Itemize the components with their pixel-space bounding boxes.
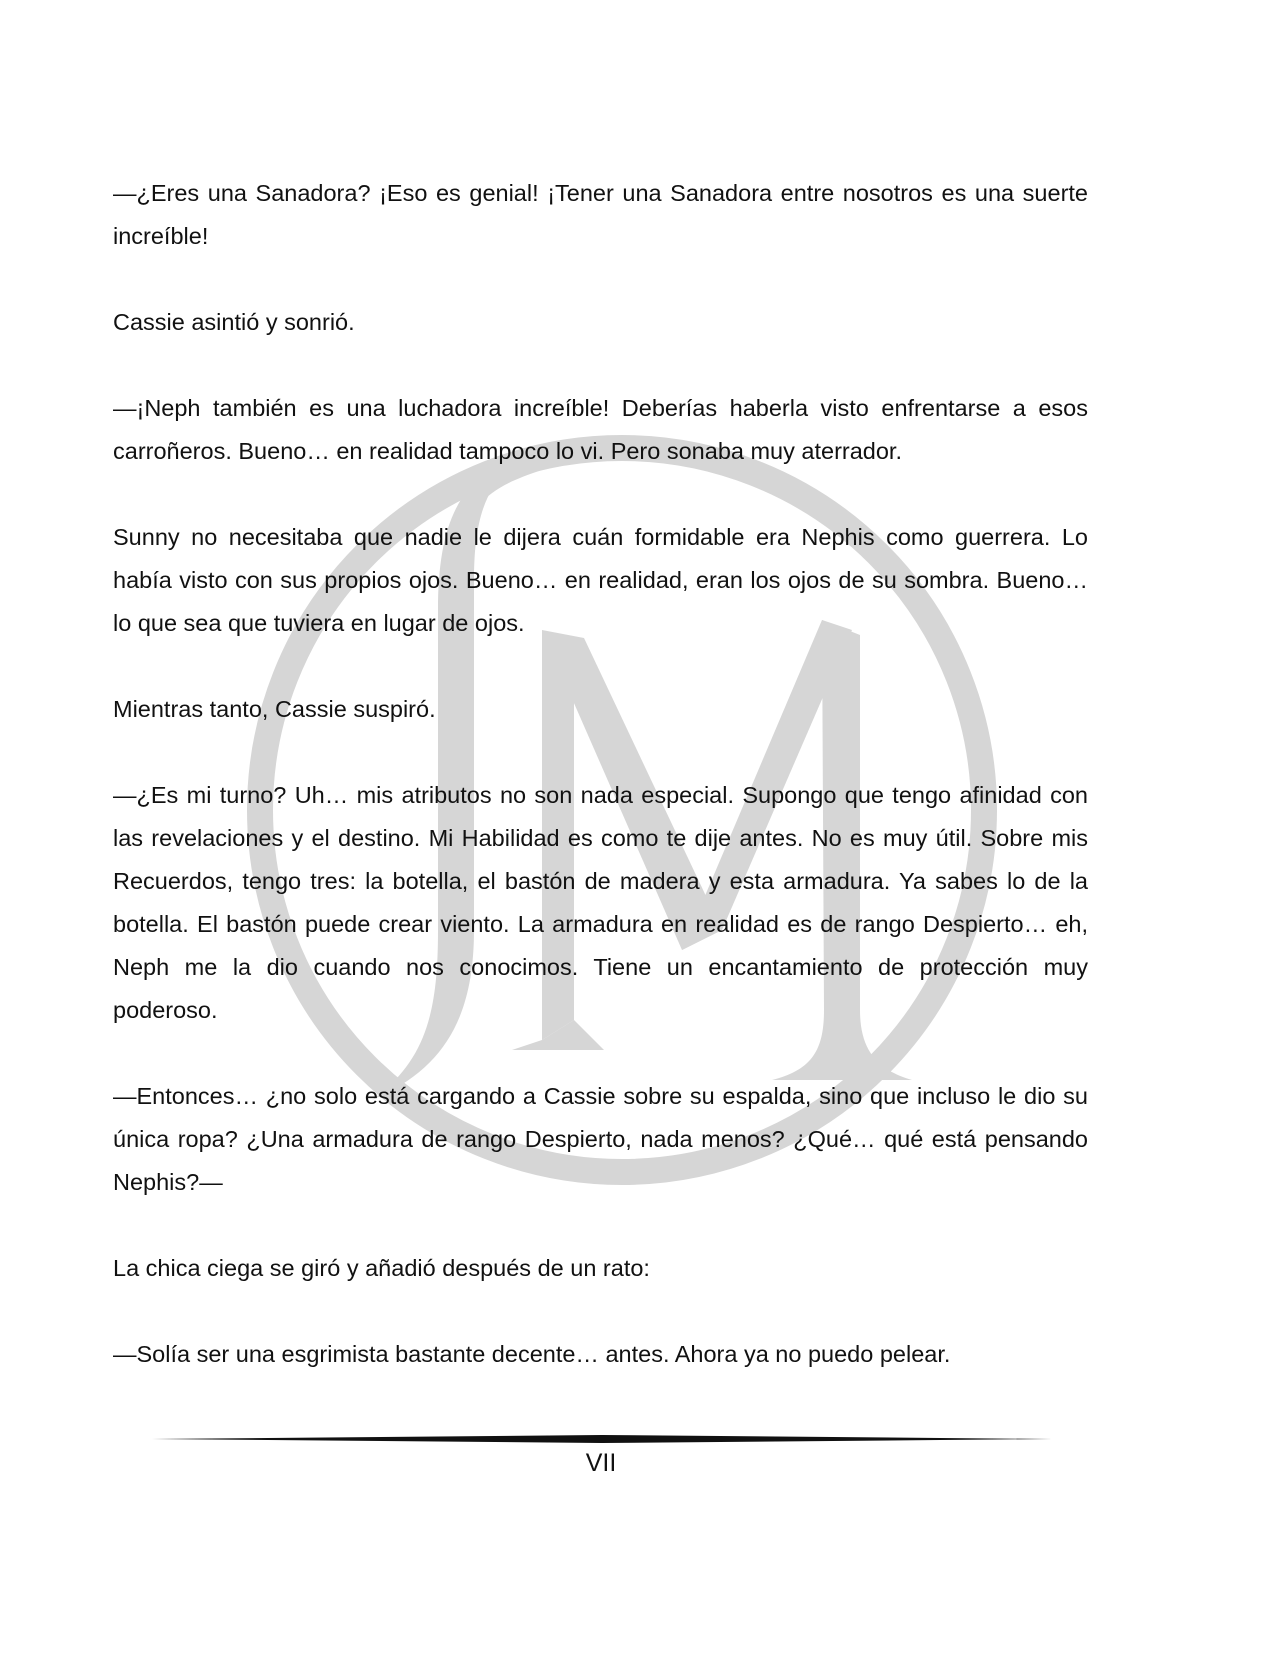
paragraph: —Solía ser una esgrimista bastante decente… antes. Ahora ya no puedo pelear.	[113, 1341, 951, 1367]
paragraph: Sunny no necesitaba que nadie le dijera cuán formidable era Nephis como guerrera. Lo había visto con sus propios ojos. Bueno… en realidad, eran los ojos de su sombra. Bueno… lo que sea que tuviera en lugar de ojos.	[113, 524, 1088, 636]
footer-divider	[152, 1434, 1052, 1444]
paragraph: Cassie asintió y sonrió.	[113, 309, 355, 335]
paragraph: —Entonces… ¿no solo está cargando a Cassie sobre su espalda, sino que incluso le dio su única ropa? ¿Una armadura de rango Despierto, nada menos? ¿Qué… qué está pensando Nephis?—	[113, 1083, 1088, 1195]
paragraph: Mientras tanto, Cassie suspiró.	[113, 696, 436, 722]
paragraph: —¡Neph también es una luchadora increíble! Deberías haberla visto enfrentarse a esos carroñeros. Bueno… en realidad tampoco lo vi. Pero sonaba muy aterrador.	[113, 395, 1088, 464]
paragraph: —¿Eres una Sanadora? ¡Eso es genial! ¡Tener una Sanadora entre nosotros es una suerte increíble!	[113, 180, 1088, 249]
paragraph: La chica ciega se giró y añadió después de un rato:	[113, 1255, 650, 1281]
page-body	[113, 172, 1088, 1419]
paragraph: —¿Es mi turno? Uh… mis atributos no son nada especial. Supongo que tengo afinidad con las revelaciones y el destino. Mi Habilidad es como te dije antes. No es muy útil. Sobre mis Recuerdos, tengo tres: la botella, el bastón de madera y esta armadura. Ya sabes lo de la botella. El bastón puede crear viento. La armadura en realidad es de rango Despierto… eh, Neph me la dio cuando nos conocimos. Tiene un encantamiento de protección muy poderoso.	[113, 782, 1088, 1023]
page-number: VII	[585, 1449, 617, 1477]
